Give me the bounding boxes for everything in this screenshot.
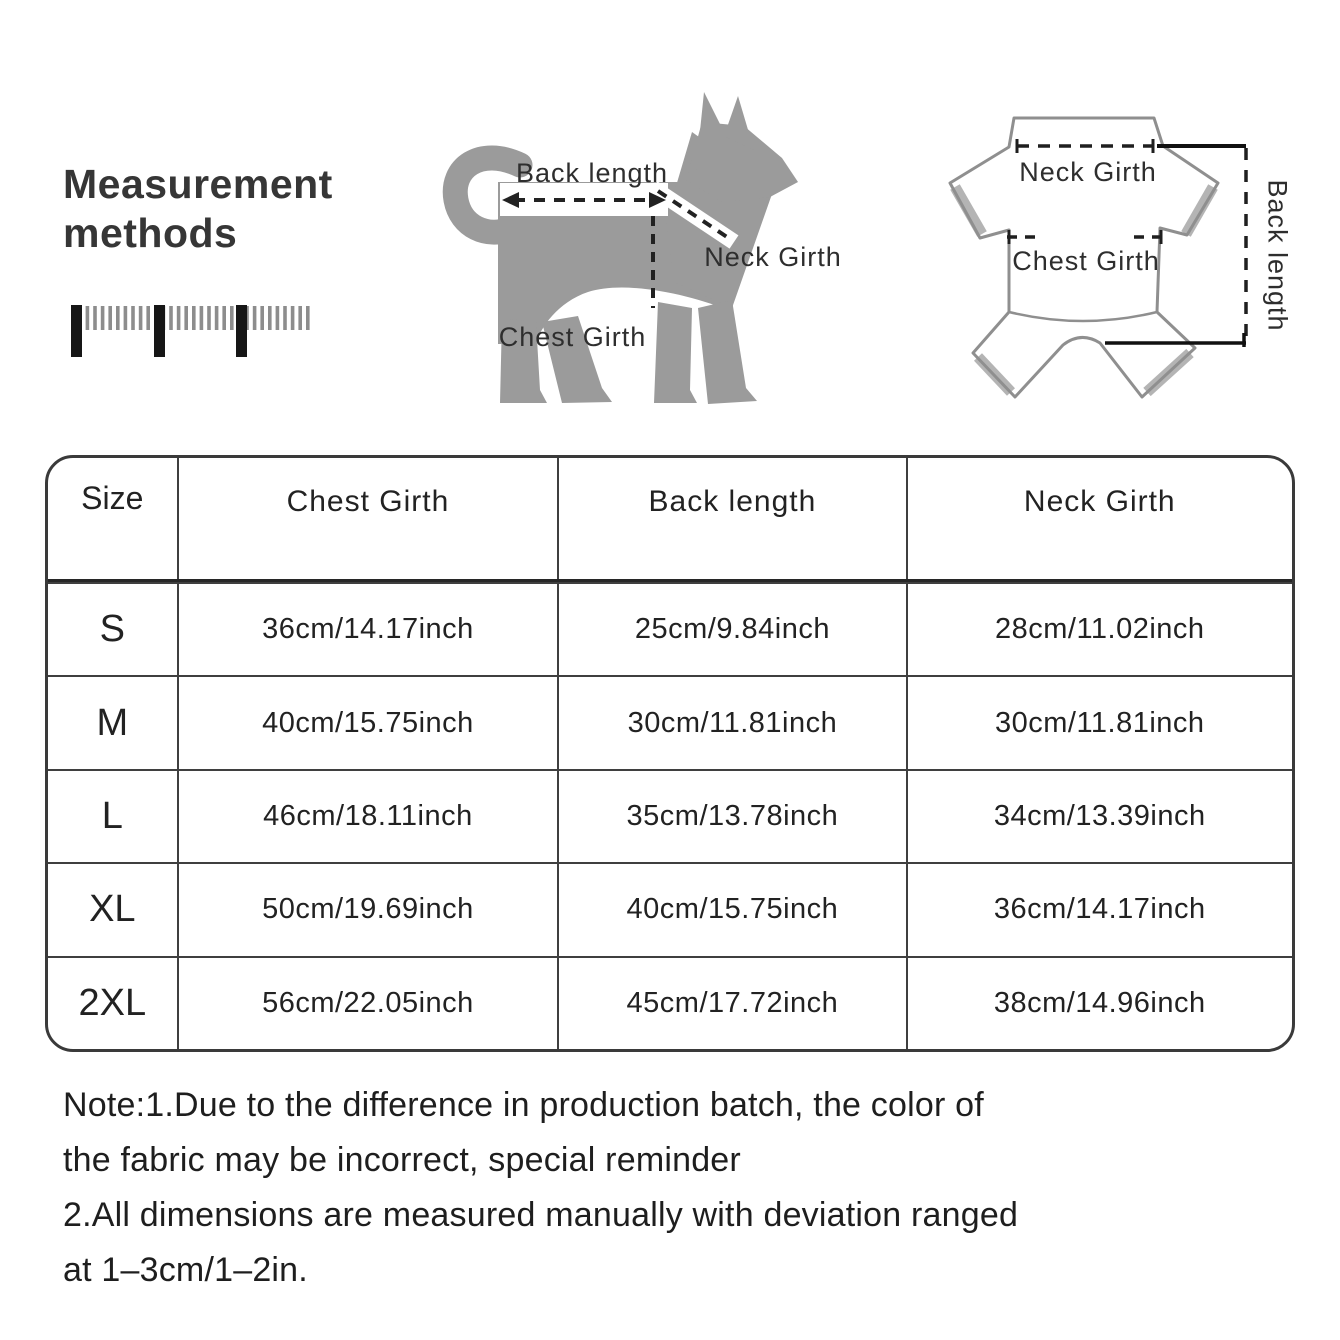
col-header-neck-girth: Neck Girth <box>1023 484 1176 518</box>
page-title-line2: methods <box>63 210 238 256</box>
notes <box>63 1078 1313 1298</box>
note-line-3: 2.All dimensions are measured manually with deviation ranged <box>63 1196 1019 1234</box>
dog-chest-girth-label: Chest Girth <box>498 322 647 352</box>
col-header-chest-girth: Chest Girth <box>179 458 560 579</box>
table-row-xl <box>48 862 1292 955</box>
chest-girth-cell: 46cm/18.11inch <box>179 771 560 862</box>
chest-girth-cell: 50cm/19.69inch <box>179 864 560 955</box>
neck-girth-cell: 38cm/14.96inch <box>993 986 1206 1019</box>
chest-girth-cell: 40cm/15.75inch <box>179 677 560 768</box>
size-cell: 2XL <box>48 958 179 1049</box>
note-line-2: the fabric may be incorrect, special reminder <box>63 1141 741 1179</box>
col-header-size: Size <box>48 458 179 579</box>
size-cell: XL <box>48 864 179 955</box>
note-line-4: at 1–3cm/1–2in. <box>63 1251 308 1289</box>
size-table <box>45 455 1295 1052</box>
table-row-l <box>48 769 1292 862</box>
page-title <box>63 160 483 258</box>
chest-girth-cell: 36cm/14.17inch <box>179 584 560 675</box>
dog-measurement-diagram <box>440 70 900 415</box>
neck-girth-cell: 30cm/11.81inch <box>994 706 1205 739</box>
size-cell: L <box>48 771 179 862</box>
size-cell: M <box>48 677 179 768</box>
neck-girth-cell: 28cm/11.02inch <box>994 613 1205 646</box>
chest-girth-cell: 56cm/22.05inch <box>179 958 560 1049</box>
dog-neck-girth-label: Neck Girth <box>704 242 842 272</box>
garment-chest-girth-label: Chest Girth <box>1012 246 1160 276</box>
back-length-cell: 30cm/11.81inch <box>559 677 907 768</box>
garment-back-length-label: Back length <box>1262 179 1293 332</box>
page-title-line1: Measurement <box>63 161 333 207</box>
note-line-1: Note:1.Due to the difference in production batch, the color of <box>63 1086 984 1124</box>
back-length-cell: 45cm/17.72inch <box>559 958 907 1049</box>
ruler-icon <box>66 298 316 362</box>
back-length-cell: 40cm/15.75inch <box>559 864 907 955</box>
back-length-cell: 35cm/13.78inch <box>559 771 907 862</box>
neck-girth-cell: 34cm/13.39inch <box>993 799 1206 832</box>
table-row-s <box>48 582 1292 675</box>
back-length-cell: 25cm/9.84inch <box>559 584 907 675</box>
size-cell: S <box>48 584 179 675</box>
garment-measurement-diagram <box>930 85 1315 420</box>
table-row-2xl <box>48 956 1292 1049</box>
neck-girth-cell: 36cm/14.17inch <box>993 893 1206 926</box>
table-row-m <box>48 675 1292 768</box>
garment-neck-girth-label: Neck Girth <box>1019 157 1157 187</box>
dog-back-length-label: Back length <box>515 158 669 188</box>
table-header-row <box>48 458 1292 582</box>
col-header-back-length: Back length <box>559 458 907 579</box>
